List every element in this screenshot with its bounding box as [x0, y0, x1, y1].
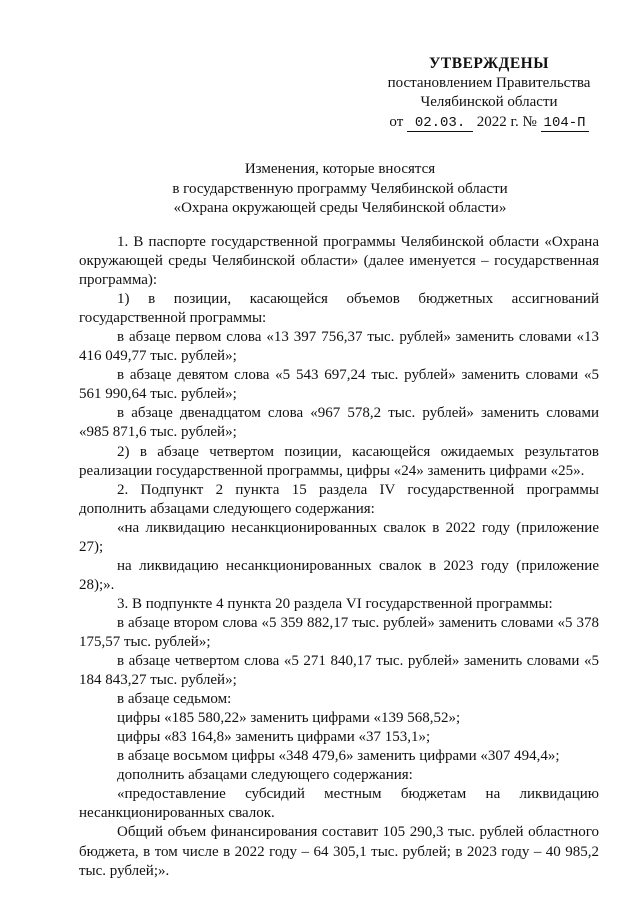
approval-line-2: Челябинской области [420, 94, 558, 110]
approval-block [378, 54, 600, 132]
title-line-3: «Охрана окружающей среды Челябинской области» [173, 200, 507, 216]
paragraph-subsidies: «предоставление субсидий местным бюджетам на ликвидацию несанкционированных свалок. [79, 786, 599, 822]
paragraph-financing: Общий объем финансирования составит 105 290,3 тыс. рублей областного бюджета, в том числе в 2022 году – 64 305,1 тыс. рублей; в 2023 году – 40 985,2 тыс. рублей;». [79, 824, 599, 879]
document-body [79, 233, 599, 881]
paragraph-abzac-12: в абзаце двенадцатом слова «967 578,2 тыс. рублей» заменить словами «985 871,6 тыс. рублей»; [79, 405, 599, 441]
paragraph-3: 3. В подпункте 4 пункта 20 раздела VI государственной программы: [117, 595, 553, 612]
date-value: 02.03. [407, 116, 473, 132]
paragraph-1-1: 1) в позиции, касающейся объемов бюджетных ассигнований государственной программы: [79, 291, 599, 327]
paragraph-1-2: 2) в абзаце четвертом позиции, касающейся ожидаемых результатов реализации государственной программы, цифры «24» заменить цифрами «25». [79, 443, 599, 479]
title-line-1: Изменения, которые вносятся [244, 161, 436, 177]
paragraph-digits-1: цифры «185 580,22» заменить цифрами «139 568,52»; [117, 710, 461, 727]
date-prefix: от [389, 113, 404, 130]
paragraph-1: 1. В паспорте государственной программы Челябинской области «Охрана окружающей среды Челябинской области» (далее именуется – государственная программа): [79, 234, 599, 289]
paragraph-abzac-9: в абзаце девятом слова «5 543 697,24 тыс. рублей» заменить словами «5 561 990,64 тыс. рублей»; [79, 367, 599, 403]
document-number: 104-П [541, 116, 589, 132]
title-line-2: в государственную программу Челябинской области [172, 180, 508, 197]
approval-line-1: постановлением Правительства [387, 74, 591, 91]
paragraph-abzac-8: в абзаце восьмом цифры «348 479,6» заменить цифрами «307 494,4»; [117, 748, 560, 765]
approval-heading: УТВЕРЖДЕНЫ [429, 55, 549, 72]
year-text: 2022 г. № [476, 113, 537, 130]
paragraph-abzac-7: в абзаце седьмом: [117, 691, 232, 708]
paragraph-abzac-2: в абзаце втором слова «5 359 882,17 тыс. рублей» заменить словами «5 378 175,57 тыс. рублей»; [79, 614, 599, 650]
paragraph-add: дополнить абзацами следующего содержания: [117, 767, 413, 784]
approval-date-line [378, 113, 600, 133]
paragraph-abzac-4: в абзаце четвертом слова «5 271 840,17 тыс. рублей» заменить словами «5 184 843,27 тыс. рублей»; [79, 653, 599, 689]
paragraph-2: 2. Подпункт 2 пункта 15 раздела IV государственной программы дополнить абзацами следующего содержания: [79, 481, 599, 517]
paragraph-2022: «на ликвидацию несанкционированных свалок в 2022 году (приложение 27); [79, 519, 599, 555]
paragraph-digits-2: цифры «83 164,8» заменить цифрами «37 153,1»; [117, 729, 431, 746]
paragraph-abzac-1: в абзаце первом слова «13 397 756,37 тыс. рублей» заменить словами «13 416 049,77 тыс. рублей»; [79, 329, 599, 365]
document-title [120, 160, 560, 219]
paragraph-2023: на ликвидацию несанкционированных свалок в 2023 году (приложение 28);». [79, 557, 599, 593]
